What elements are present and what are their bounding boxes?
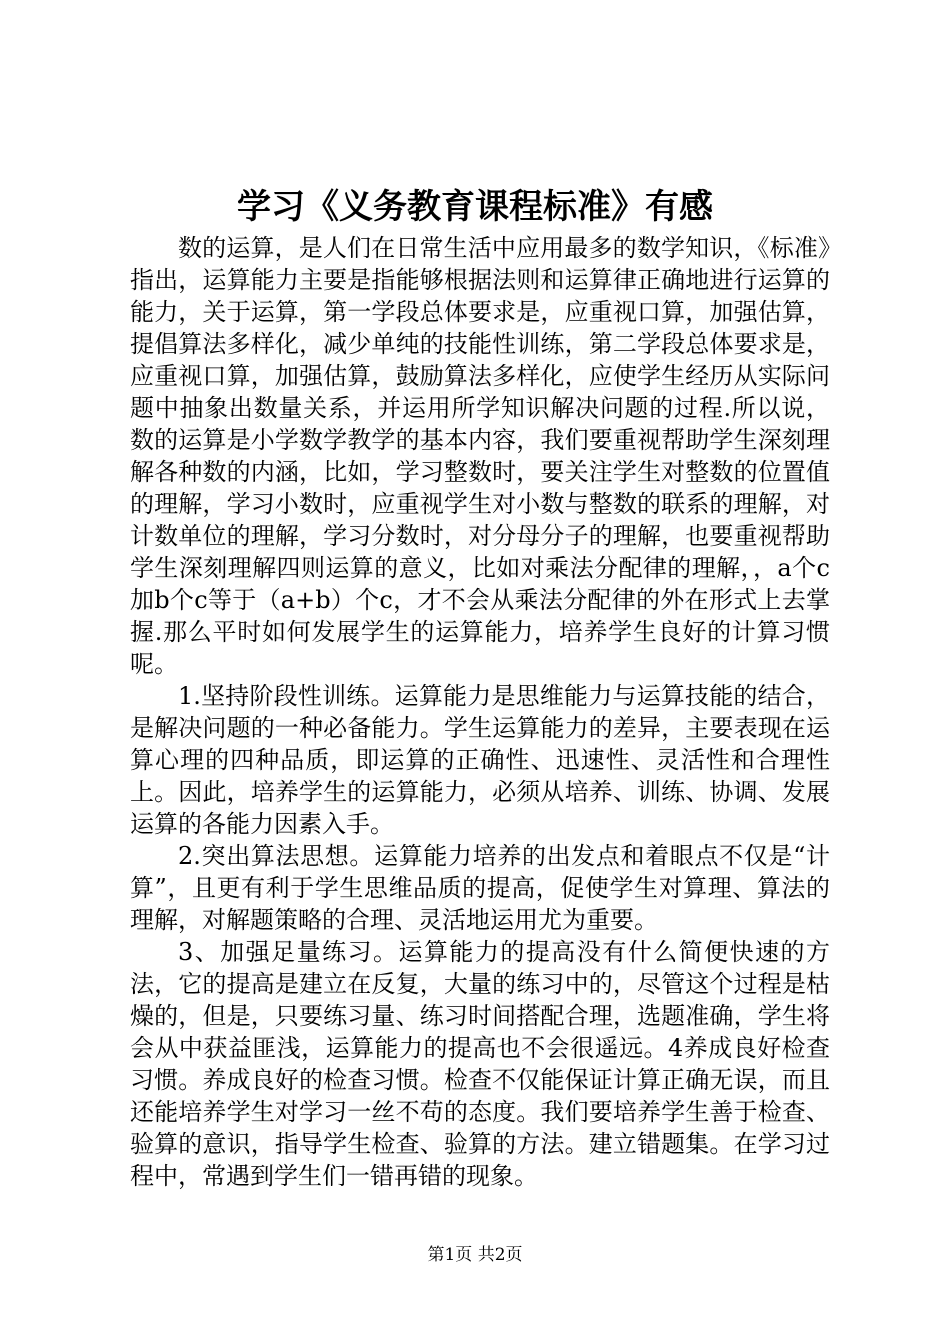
- document-title: 学习《义务教育课程标准》有感: [237, 187, 713, 227]
- paragraph-point-3: 3、加强足量练习。运算能力的提高没有什么简便快速的方法，它的提高是建立在反复，大量的练习中的，尽管这个过程是枯燥的，但是，只要练习量、练习时间搭配合理，选题准确，学生将会从中获益匪浅，运算能力的提高也不会很遥远。4养成良好检查习惯。养成良好的检查习惯。检查不仅能保证计算正确无误，而且还能培养学生对学习一丝不苟的态度。我们要培养学生善于检查、验算的意识，指导学生检查、验算的方法。建立错题集。在学习过程中，常遇到学生们一错再错的现象。: [130, 938, 830, 1190]
- page-number-footer: 第1页 共2页: [427, 1245, 523, 1265]
- paragraph-point-2: 2.突出算法思想。运算能力培养的出发点和着眼点不仅是“计算”，且更有利于学生思维品质的提高，促使学生对算理、算法的理解，对解题策略的合理、灵活地运用尤为重要。: [130, 842, 830, 934]
- document-body: [130, 232, 830, 1192]
- paragraph-point-1: 1.坚持阶段性训练。运算能力是思维能力与运算技能的结合，是解决问题的一种必备能力。学生运算能力的差异，主要表现在运算心理的四种品质，即运算的正确性、迅速性、灵活性和合理性上。因此，培养学生的运算能力，必须从培养、训练、协调、发展运算的各能力因素入手。: [130, 682, 830, 838]
- paragraph-intro: 数的运算，是人们在日常生活中应用最多的数学知识，《标准》指出，运算能力主要是指能够根据法则和运算律正确地进行运算的能力，关于运算，第一学段总体要求是，应重视口算，加强估算，提倡算法多样化，减少单纯的技能性训练，第二学段总体要求是，应重视口算，加强估算，鼓励算法多样化，应使学生经历从实际问题中抽象出数量关系，并运用所学知识解决问题的过程.所以说，数的运算是小学数学教学的基本内容，我们要重视帮助学生深刻理解各种数的内涵，比如，学习整数时，要关注学生对整数的位置值的理解，学习小数时，应重视学生对小数与整数的联系的理解，对计数单位的理解，学习分数时，对分母分子的理解，也要重视帮助学生深刻理解四则运算的意义，比如对乘法分配律的理解，，a个c加b个c等于（a+b）个c，才不会从乘法分配律的外在形式上去掌握.那么平时如何发展学生的运算能力，培养学生良好的计算习惯呢。: [130, 234, 830, 678]
